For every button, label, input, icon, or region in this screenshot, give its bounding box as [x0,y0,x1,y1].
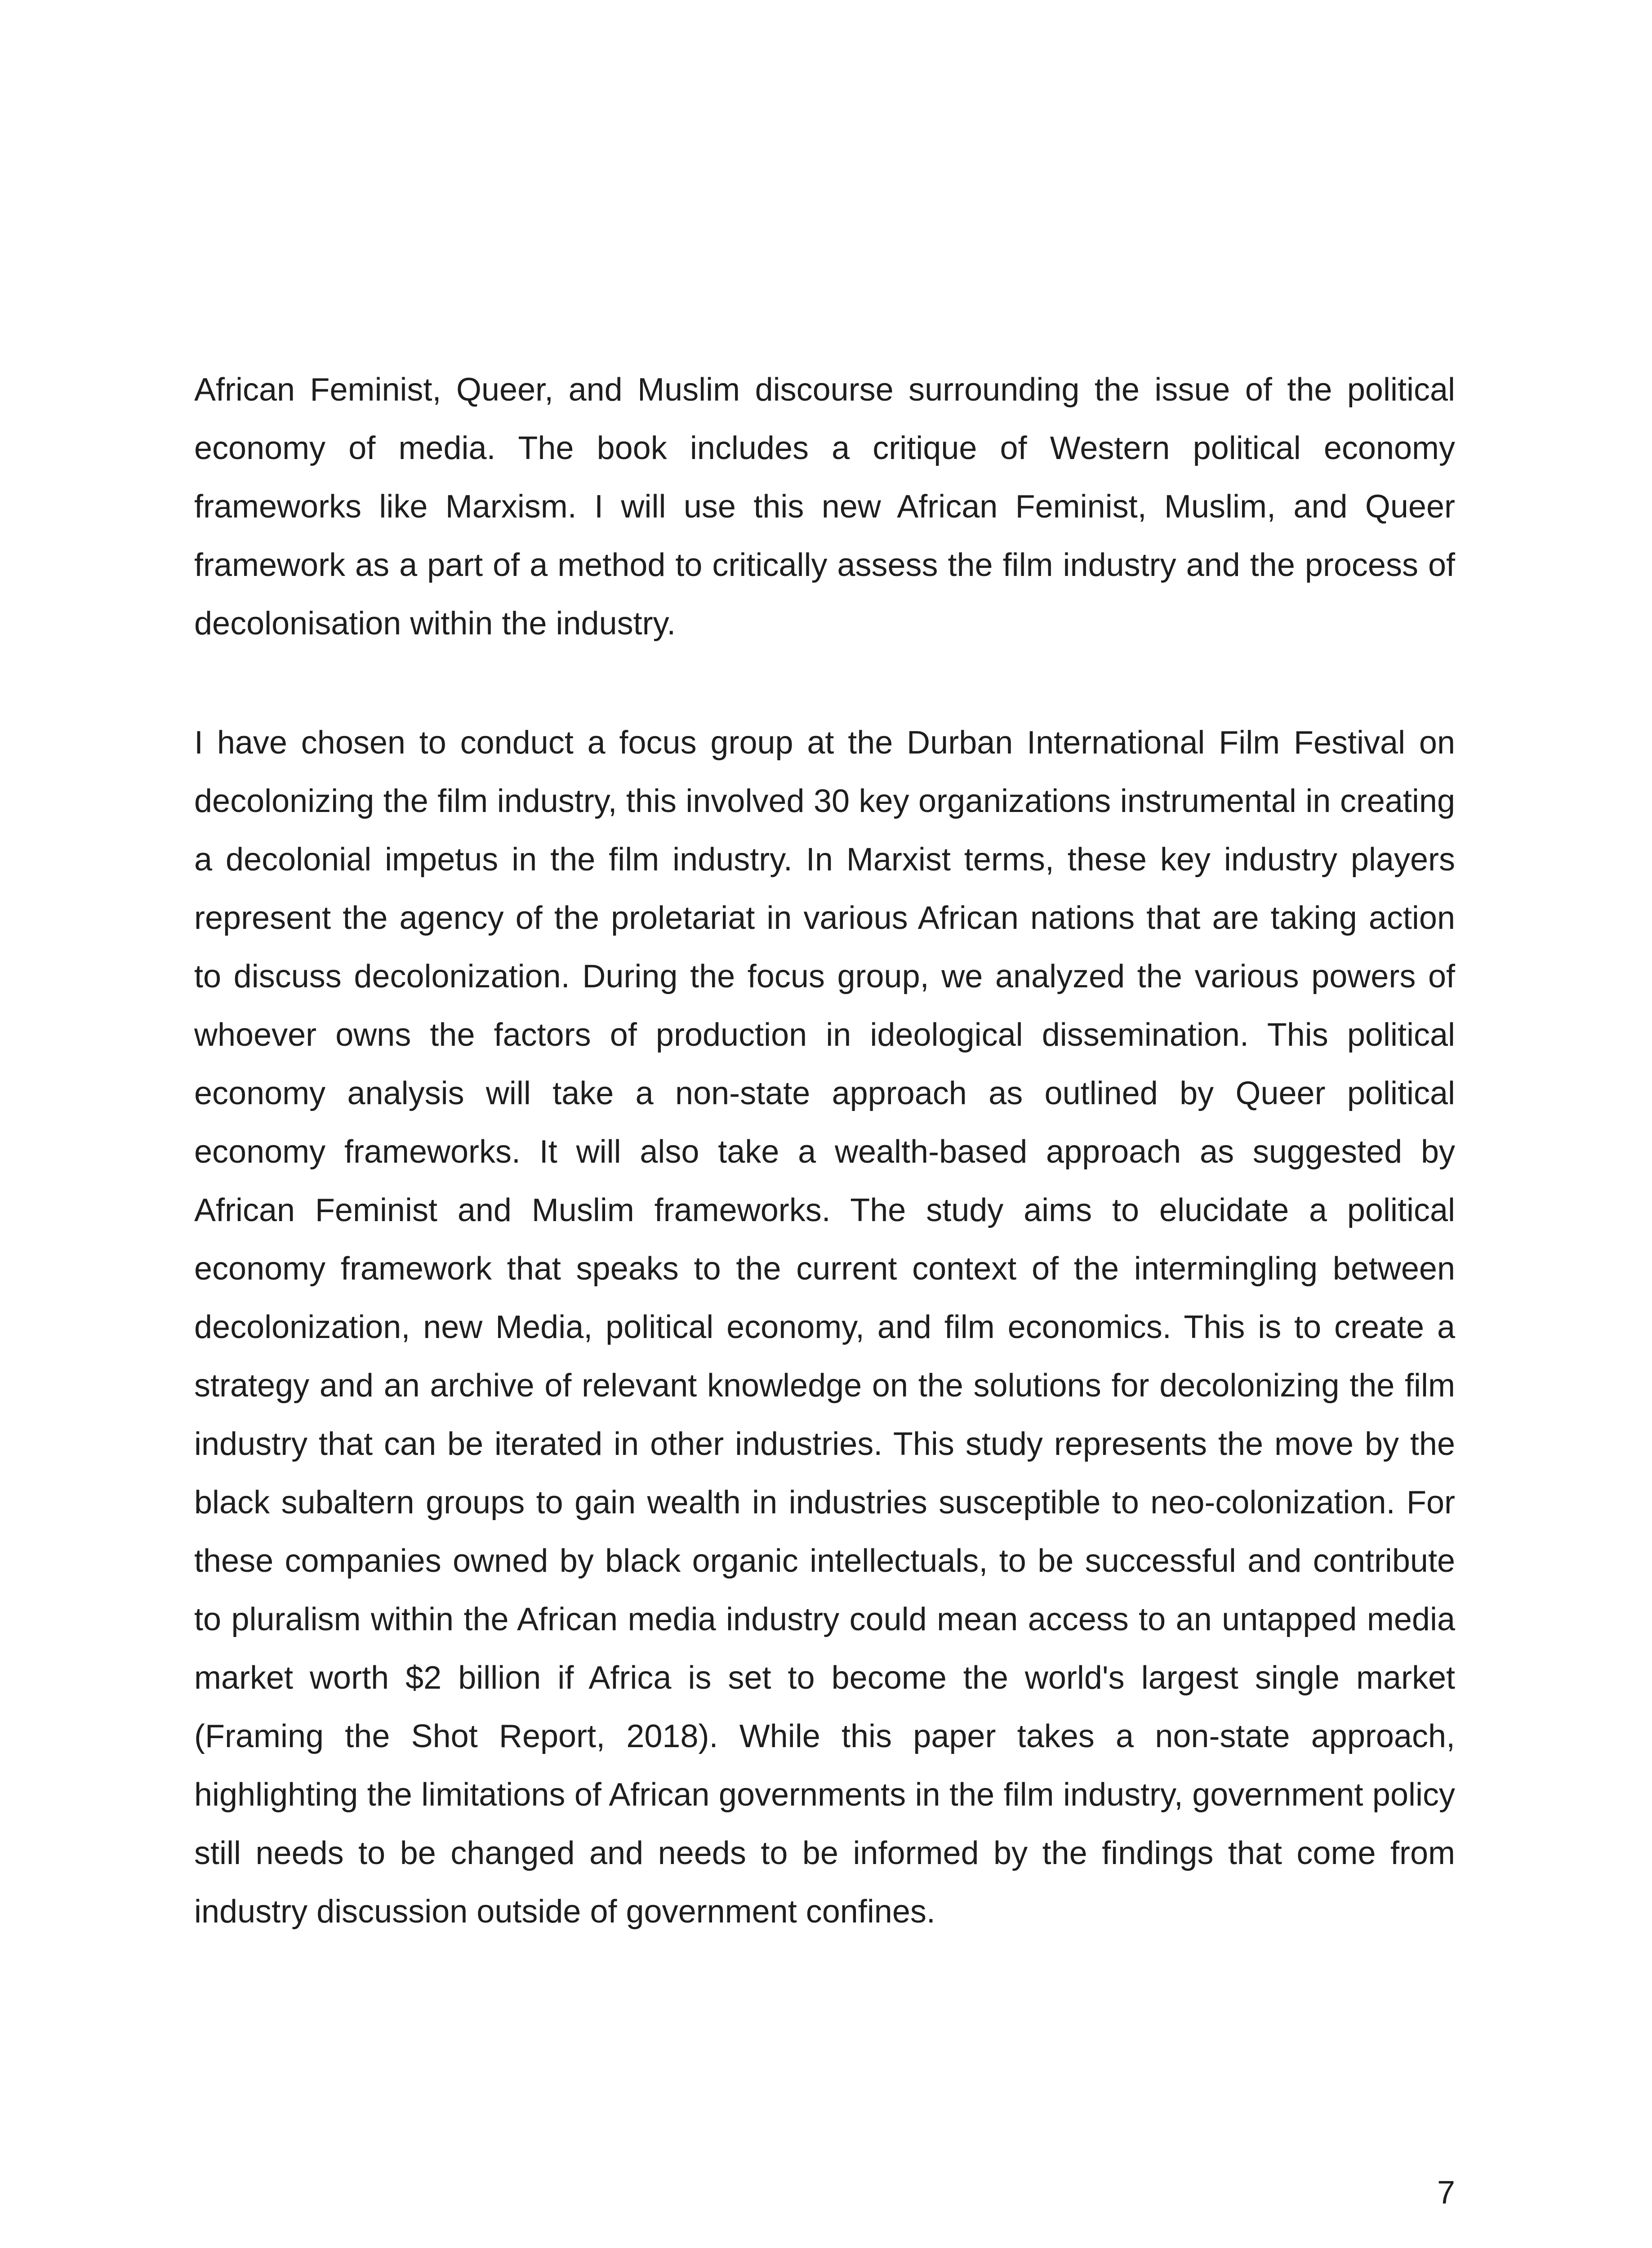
body-paragraph: I have chosen to conduct a focus group at the Durban International Film Festival on decolonizing the film industry, this involved 30 key organizations instrumental in creating a decolonial impetus in the film industry. In Marxist terms, these key industry players represent the agency of the proletariat in various African nations that are taking action to discuss decolonization. During the focus group, we analyzed the various powers of whoever owns the factors of production in ideological dissemination. This political economy analysis will take a non-state approach as outlined by Queer political economy frameworks. It will also take a wealth-based approach as suggested by African Feminist and Muslim frameworks. The study aims to elucidate a political economy framework that speaks to the current context of the intermingling between decolonization, new Media, political economy, and film economics. This is to create a strategy and an archive of relevant knowledge on the solutions for decolonizing the film industry that can be iterated in other industries. This study represents the move by the black subaltern groups to gain wealth in industries susceptible to neo-colonization. For these companies owned by black organic intellectuals, to be successful and contribute to pluralism within the African media industry could mean access to an untapped media market worth $2 billion if Africa is set to become the world's largest single market (Framing the Shot Report, 2018). While this paper takes a non-state approach, highlighting the limitations of African governments in the film industry, government policy still needs to be changed and needs to be informed by the findings that come from industry discussion outside of government confines. [194,725,1455,1930]
body-paragraph: African Feminist, Queer, and Muslim discourse surrounding the issue of the political economy of media. The book includes a critique of Western political economy frameworks like Marxism. I will use this new African Feminist, Muslim, and Queer framework as a part of a method to critically assess the film industry and the process of decolonisation within the industry. [194,372,1455,642]
page-number: 7 [1437,2175,1455,2211]
